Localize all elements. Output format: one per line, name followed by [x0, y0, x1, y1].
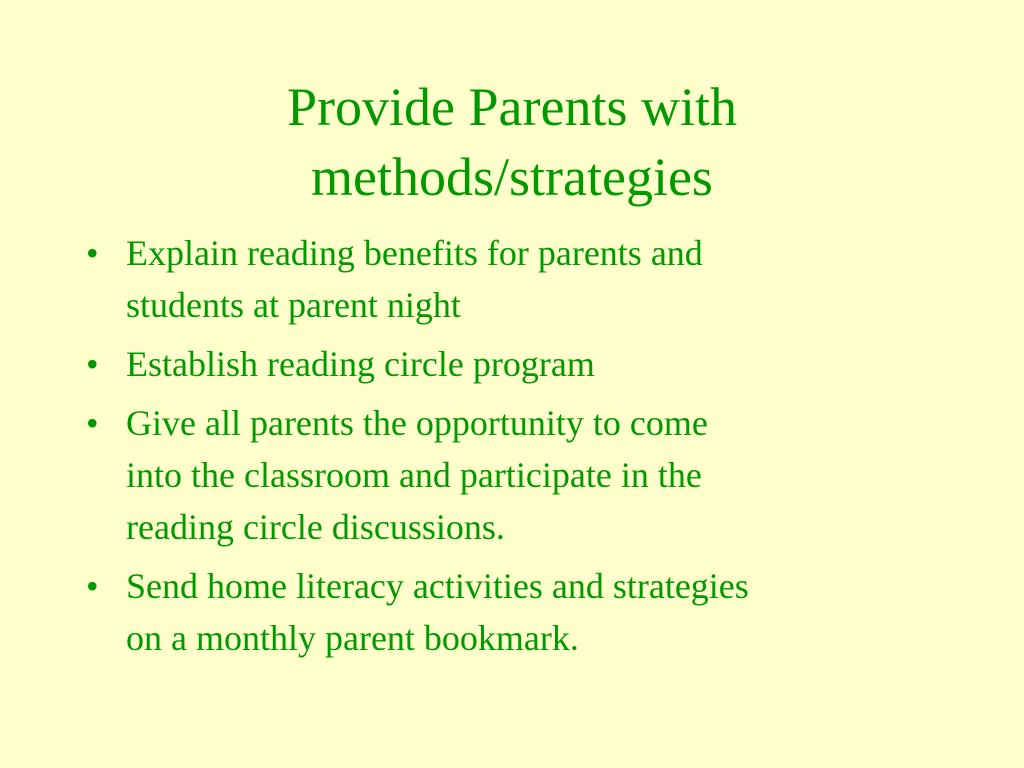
bullet-text-line: into the classroom and participate in the — [126, 455, 702, 495]
slide-title-line: Provide Parents with — [287, 77, 737, 137]
bullet-item — [86, 560, 936, 664]
bullet-text-line: students at parent night — [126, 285, 461, 325]
bullet-item — [86, 397, 936, 553]
bullet-text — [126, 227, 936, 331]
bullet-text-line: reading circle discussions. — [126, 507, 505, 547]
bullet-dot-icon: • — [86, 403, 99, 443]
bullet-text-line: Give all parents the opportunity to come — [126, 403, 708, 443]
bullet-dot-icon: • — [86, 344, 99, 384]
bullet-text — [126, 560, 936, 664]
bullet-text-line: Explain reading benefits for parents and — [126, 233, 703, 273]
bullet-text-line: on a monthly parent bookmark. — [126, 618, 579, 658]
bullet-text-line: Send home literacy activities and strategies — [126, 566, 749, 606]
bullet-dot-icon: • — [86, 566, 99, 606]
bullet-text — [126, 338, 936, 390]
bullet-text-line: Establish reading circle program — [126, 344, 595, 384]
bullet-item — [86, 227, 936, 331]
bullet-list — [86, 227, 936, 671]
slide-title — [0, 72, 1024, 212]
bullet-item — [86, 338, 936, 390]
bullet-dot-icon: • — [86, 233, 99, 273]
slide-title-line: methods/strategies — [311, 147, 713, 207]
bullet-text — [126, 397, 936, 553]
